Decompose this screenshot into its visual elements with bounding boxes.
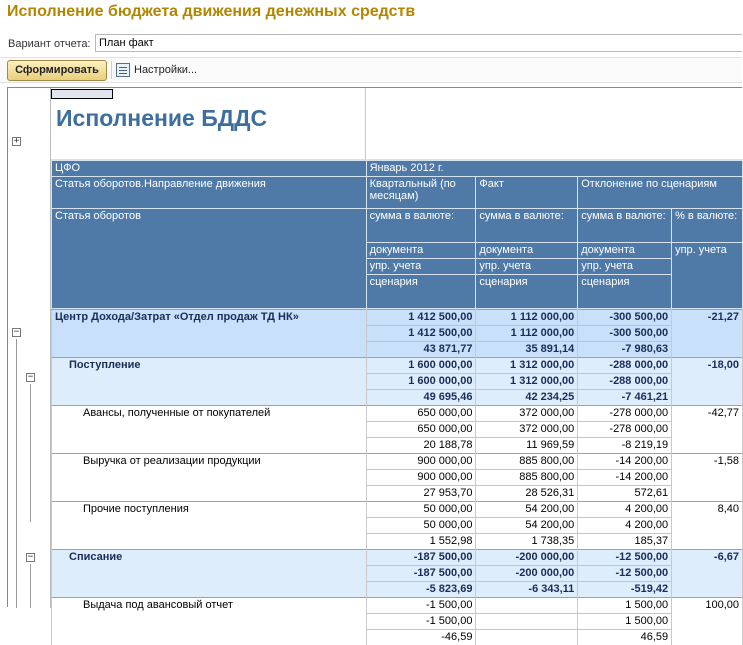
plan-value: 650 000,00 xyxy=(366,422,476,438)
deviation-percent: -18,00 xyxy=(672,358,743,406)
deviation-value: 46,59 xyxy=(578,630,672,645)
table-row[interactable] xyxy=(52,358,743,374)
plan-value: 1 600 000,00 xyxy=(366,358,476,374)
fact-value: 1 112 000,00 xyxy=(476,310,578,326)
plan-value: 650 000,00 xyxy=(366,406,476,422)
header-dev-sum: сумма в валюте: xyxy=(578,209,672,243)
header-pct: % в валюте: xyxy=(672,209,743,243)
table-row[interactable] xyxy=(52,406,743,422)
plan-value: 900 000,00 xyxy=(366,454,476,470)
deviation-value: -14 200,00 xyxy=(578,470,672,486)
deviation-value: -300 500,00 xyxy=(578,310,672,326)
header-group-label: Статья оборотов.Направление движения xyxy=(52,177,367,209)
deviation-value: 1 500,00 xyxy=(578,614,672,630)
deviation-value: 4 200,00 xyxy=(578,502,672,518)
row-article-name: Поступление xyxy=(52,358,367,406)
plan-value: 43 871,77 xyxy=(366,342,476,358)
table-row[interactable] xyxy=(52,454,743,470)
report-body xyxy=(51,88,743,645)
plan-value: 900 000,00 xyxy=(366,470,476,486)
report-variant-label: Вариант отчета: xyxy=(8,38,91,50)
fact-value: 35 891,14 xyxy=(476,342,578,358)
fact-value xyxy=(476,630,578,645)
header-period: Январь 2012 г. xyxy=(366,161,742,177)
fact-value: -200 000,00 xyxy=(476,550,578,566)
header-dev-doc: документа xyxy=(578,243,672,259)
toolbar-separator xyxy=(111,61,112,79)
deviation-value: 4 200,00 xyxy=(578,518,672,534)
deviation-value: -12 500,00 xyxy=(578,566,672,582)
settings-icon xyxy=(116,63,130,77)
header-cfo: ЦФО xyxy=(52,161,367,177)
report-spreadsheet[interactable] xyxy=(7,87,742,607)
table-row[interactable] xyxy=(52,598,743,614)
deviation-percent: -42,77 xyxy=(672,406,743,454)
fact-value: 54 200,00 xyxy=(476,502,578,518)
plan-value: 1 552,98 xyxy=(366,534,476,550)
fact-value xyxy=(476,598,578,614)
row-article-name: Выдача под авансовый отчет xyxy=(52,598,367,645)
tree-line xyxy=(16,339,17,608)
fact-value: 372 000,00 xyxy=(476,406,578,422)
plan-value: -1 500,00 xyxy=(366,614,476,630)
deviation-value: -14 200,00 xyxy=(578,454,672,470)
header-article: Статья оборотов xyxy=(52,209,367,309)
table-row[interactable] xyxy=(52,550,743,566)
header-plan-scenario: сценария xyxy=(366,275,476,309)
header-fact-sum: сумма в валюте: xyxy=(476,209,578,243)
plan-value: -46,59 xyxy=(366,630,476,645)
report-variant-field[interactable]: План факт xyxy=(95,34,742,52)
report-window-title: Исполнение бюджета движения денежных средств xyxy=(7,3,415,21)
fact-value: 1 312 000,00 xyxy=(476,358,578,374)
fact-value: 885 800,00 xyxy=(476,470,578,486)
header-plan-mgmt: упр. учета xyxy=(366,259,476,275)
row-article-name: Выручка от реализации продукции xyxy=(52,454,367,502)
header-dev-mgmt: упр. учета xyxy=(578,259,672,275)
deviation-value: -7 461,21 xyxy=(578,390,672,406)
deviation-percent: -6,67 xyxy=(672,550,743,598)
report-title-area xyxy=(51,88,743,160)
deviation-value: -7 980,63 xyxy=(578,342,672,358)
fact-value: -6 343,11 xyxy=(476,582,578,598)
header-plan-doc: документа xyxy=(366,243,476,259)
plan-value: 1 412 500,00 xyxy=(366,326,476,342)
report-header-table xyxy=(51,160,743,309)
plan-value: 27 953,70 xyxy=(366,486,476,502)
deviation-percent: -1,58 xyxy=(672,454,743,502)
tree-line xyxy=(30,384,31,522)
tree-line xyxy=(30,564,31,608)
plan-value: 1 600 000,00 xyxy=(366,374,476,390)
deviation-percent: -21,27 xyxy=(672,310,743,358)
header-plan: Квартальный (по месяцам) xyxy=(366,177,476,209)
plan-value: -1 500,00 xyxy=(366,598,476,614)
deviation-percent: 8,40 xyxy=(672,502,743,550)
fact-value: 11 969,59 xyxy=(476,438,578,454)
plan-value: -5 823,69 xyxy=(366,582,476,598)
header-fact-mgmt: упр. учета xyxy=(476,259,578,275)
deviation-value: -519,42 xyxy=(578,582,672,598)
fact-value: 1 738,35 xyxy=(476,534,578,550)
expand-header-icon[interactable]: + xyxy=(12,137,21,146)
fact-value: 372 000,00 xyxy=(476,422,578,438)
plan-value: 50 000,00 xyxy=(366,502,476,518)
fact-value: -200 000,00 xyxy=(476,566,578,582)
collapse-writeoff-icon[interactable]: − xyxy=(26,553,35,562)
selected-cell[interactable] xyxy=(51,89,113,99)
plan-value: 20 188,78 xyxy=(366,438,476,454)
settings-label: Настройки... xyxy=(134,64,197,76)
row-article-name: Центр Дохода/Затрат «Отдел продаж ТД НК» xyxy=(52,310,367,358)
deviation-value: 572,61 xyxy=(578,486,672,502)
deviation-value: 1 500,00 xyxy=(578,598,672,614)
deviation-value: -278 000,00 xyxy=(578,406,672,422)
collapse-receipts-icon[interactable]: − xyxy=(26,373,35,382)
plan-value: 50 000,00 xyxy=(366,518,476,534)
plan-value: -187 500,00 xyxy=(366,550,476,566)
fact-value: 42 234,25 xyxy=(476,390,578,406)
header-fact: Факт xyxy=(476,177,578,209)
header-deviation: Отклонение по сценариям xyxy=(578,177,743,209)
generate-button[interactable]: Сформировать xyxy=(7,60,107,81)
header-fact-doc: документа xyxy=(476,243,578,259)
fact-value: 54 200,00 xyxy=(476,518,578,534)
deviation-value: -12 500,00 xyxy=(578,550,672,566)
header-pct-mgmt: упр. учета xyxy=(672,243,743,309)
table-row[interactable] xyxy=(52,310,743,326)
deviation-percent: 100,00 xyxy=(672,598,743,645)
deviation-value: -288 000,00 xyxy=(578,374,672,390)
plan-value: 49 695,46 xyxy=(366,390,476,406)
report-heading: Исполнение БДДС xyxy=(56,105,267,132)
row-article-name: Списание xyxy=(52,550,367,598)
plan-value: 1 412 500,00 xyxy=(366,310,476,326)
deviation-value: -300 500,00 xyxy=(578,326,672,342)
fact-value: 1 312 000,00 xyxy=(476,374,578,390)
report-data-table xyxy=(51,309,743,645)
header-plan-sum: сумма в валюте: xyxy=(366,209,476,243)
table-row[interactable] xyxy=(52,502,743,518)
row-article-name: Прочие поступления xyxy=(52,502,367,550)
grouping-gutter xyxy=(8,88,51,608)
row-article-name: Авансы, полученные от покупателей xyxy=(52,406,367,454)
plan-value: -187 500,00 xyxy=(366,566,476,582)
deviation-value: 185,37 xyxy=(578,534,672,550)
header-dev-scenario: сценария xyxy=(578,275,672,309)
settings-button[interactable] xyxy=(116,62,197,78)
collapse-group-icon[interactable]: − xyxy=(12,328,21,337)
fact-value: 28 526,31 xyxy=(476,486,578,502)
column-divider xyxy=(365,88,366,160)
deviation-value: -278 000,00 xyxy=(578,422,672,438)
deviation-value: -288 000,00 xyxy=(578,358,672,374)
header-fact-scenario: сценария xyxy=(476,275,578,309)
fact-value: 885 800,00 xyxy=(476,454,578,470)
fact-value: 1 112 000,00 xyxy=(476,326,578,342)
deviation-value: -8 219,19 xyxy=(578,438,672,454)
fact-value xyxy=(476,614,578,630)
